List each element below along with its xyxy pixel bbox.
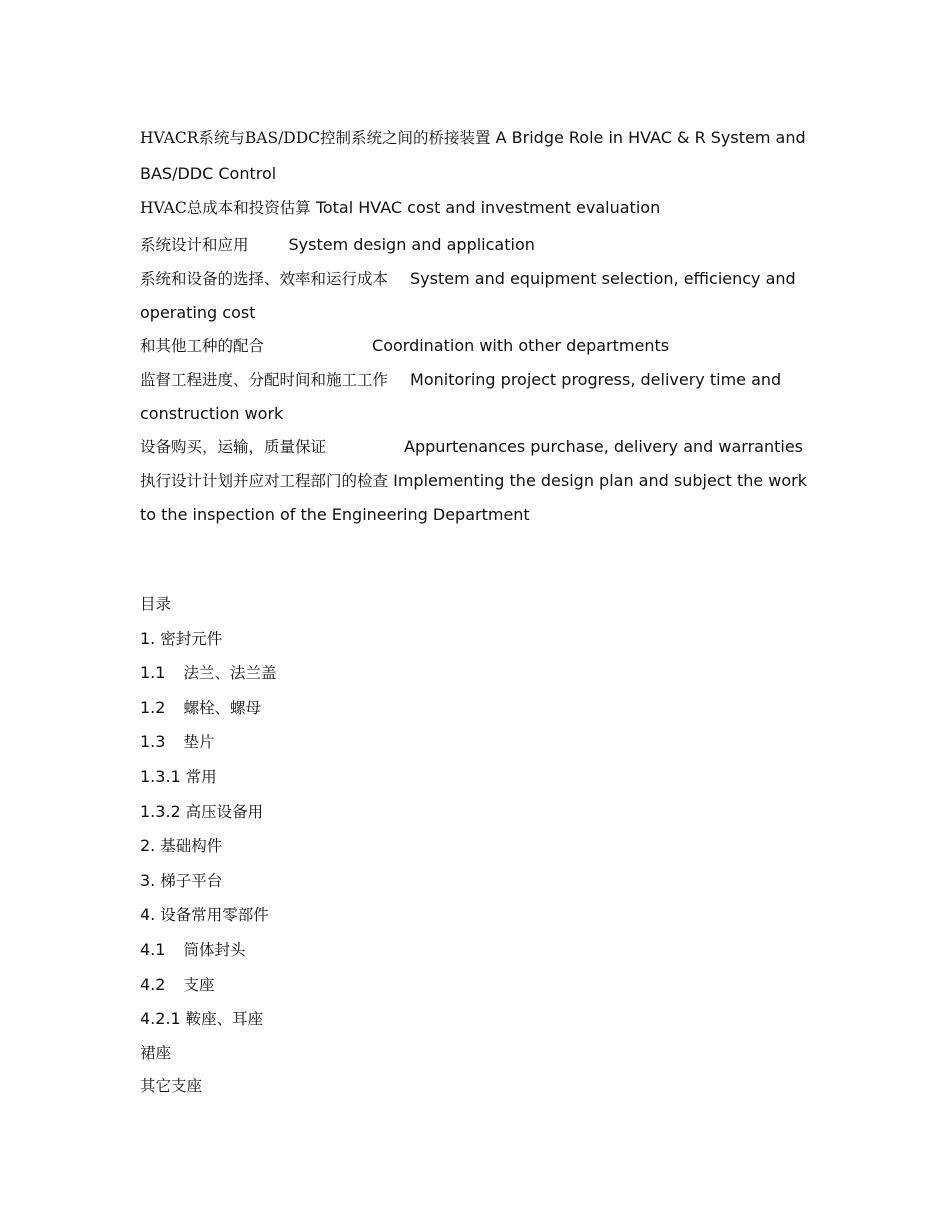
intro-line-3-cn: 系统设计和应用 [140, 236, 249, 254]
toc-item-number: 4.2.1 [140, 1009, 181, 1029]
toc-item-number: 4.1 [140, 939, 166, 959]
intro-line-1 [140, 120, 820, 191]
table-of-contents [140, 588, 820, 1104]
intro-line-7-en: Appurtenances purchase, delivery and warranties [404, 437, 804, 456]
toc-item [140, 760, 820, 795]
intro-line-4 [140, 262, 820, 329]
intro-line-6-en: Monitoring project progress, delivery time and construction work [140, 370, 782, 423]
toc-item [140, 622, 820, 657]
toc-item-number: 2. [140, 836, 156, 856]
toc-item-number: 1.3.2 [140, 801, 181, 821]
toc-list [140, 622, 820, 1104]
toc-item-number: 1.3.1 [140, 766, 181, 786]
toc-item-text: 常用 [185, 767, 217, 786]
toc-item-number: 1.1 [140, 663, 166, 683]
toc-item-number: 1. [140, 628, 156, 648]
intro-line-5-en: Coordination with other departments [372, 336, 670, 355]
intro-line-4-cn: 系统和设备的选择、效率和运行成本 [140, 270, 389, 288]
intro-line-5-cn: 和其他工种的配合 [140, 337, 265, 355]
toc-item-number: 1.2 [140, 697, 166, 717]
toc-item [140, 829, 820, 864]
toc-item [140, 898, 820, 933]
toc-item-number: 4. [140, 905, 156, 925]
intro-line-1-en: A Bridge Role in HVAC & R System and BAS/DDC Control [140, 128, 806, 183]
toc-item [140, 691, 820, 726]
intro-line-2-en: Total HVAC cost and investment evaluation [315, 198, 661, 217]
intro-line-7-cn: 设备购买，运输，质量保证 [140, 438, 327, 456]
toc-item [140, 933, 820, 968]
toc-item [140, 968, 820, 1003]
toc-item-text: 设备常用零部件 [160, 906, 269, 925]
intro-line-3 [140, 228, 820, 262]
toc-item [140, 864, 820, 899]
intro-line-3-en: System design and application [288, 235, 535, 254]
toc-item-number: 3. [140, 870, 156, 890]
toc-item [140, 725, 820, 760]
intro-line-2 [140, 191, 820, 225]
toc-item [140, 795, 820, 830]
intro-line-4-en: System and equipment selection, efficiency and operating cost [140, 269, 796, 322]
toc-item-text: 梯子平台 [160, 871, 223, 890]
toc-item-text: 裙座 [140, 1043, 172, 1062]
toc-item [140, 1037, 820, 1071]
intro-line-6-cn: 监督工程进度、分配时间和施工工作 [140, 371, 389, 389]
intro-line-2-cn: HVAC总成本和投资估算 [140, 199, 311, 217]
toc-item [140, 1002, 820, 1037]
toc-item-text: 基础构件 [160, 837, 223, 856]
intro-line-1-cn: HVACR系统与BAS/DDC控制系统之间的桥接装置 [140, 129, 491, 147]
toc-item-text: 筒体封头 [183, 940, 246, 959]
toc-item-number: 1.3 [140, 732, 166, 752]
toc-item-text: 鞍座、耳座 [185, 1010, 264, 1029]
toc-item-text: 螺栓、螺母 [183, 698, 261, 717]
toc-item [140, 656, 820, 691]
intro-section [140, 120, 820, 531]
toc-item-text: 其它支座 [140, 1077, 203, 1096]
intro-line-8 [140, 464, 820, 531]
intro-line-8-cn: 执行设计计划并应对工程部门的检查 [140, 472, 389, 490]
toc-title: 目录 [140, 595, 172, 613]
toc-item-text: 法兰、法兰盖 [183, 664, 277, 683]
toc-item-text: 高压设备用 [185, 802, 264, 821]
toc-item-text: 支座 [183, 975, 215, 994]
toc-item [140, 1070, 820, 1104]
toc-item-text: 密封元件 [160, 629, 223, 648]
toc-item-number: 4.2 [140, 974, 166, 994]
intro-line-7 [140, 430, 820, 464]
intro-line-5 [140, 329, 820, 363]
intro-line-6 [140, 363, 820, 430]
toc-item-text: 垫片 [183, 733, 215, 752]
intro-line-8-en: Implementing the design plan and subject the work to the inspection of the Engineering Department [140, 471, 807, 524]
